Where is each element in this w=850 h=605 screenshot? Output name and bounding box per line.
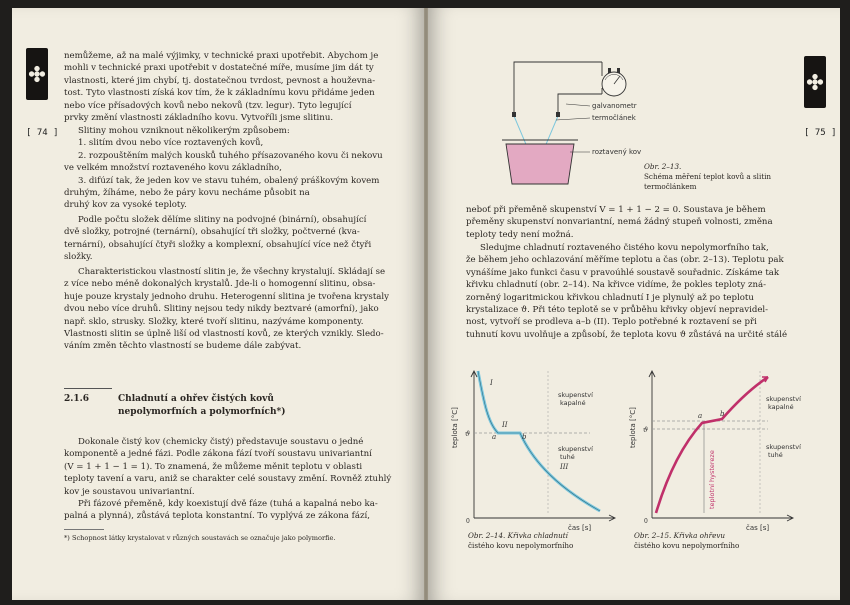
label-melt: roztavený kov [592,148,642,156]
x-axis-label: čas [s] [746,524,770,532]
caption-line: Obr. 2–15. Křivka ohřevu [634,531,726,540]
paragraph-1 [64,50,404,124]
origin-label: 0 [466,518,470,525]
footnote: *) Schopnost látky krystalovat v různých soustavách se označuje jako polymorfie. [64,534,336,542]
text-line: teploty tavení a varu, aniž se charakter celé soustavy změní. Rovněž ztuhlý [64,474,392,485]
text-line: dvě složky, potrojné (ternární), obsahující tři složky, počtverné (kva- [64,227,360,238]
point-b-label: b [522,433,527,441]
page-number: [ 75 ] [804,128,837,138]
text-line: 3. difúzí tak, že jeden kov ve stavu tuhém, obalený práškovým kovem [78,175,380,186]
right-page [428,8,840,600]
figure-13-caption [644,162,771,192]
chapter-tab-icon [804,56,826,108]
text-line: krystalizace ϑ. Při této teplotě se v průběhu křivky objeví nepravidel- [466,305,769,316]
terminal [556,112,560,117]
text-line: neboť při přeměně skupenství V = 1 + 1 − 2 = 0. Soustava je během [466,205,766,215]
text-line: (V = 1 + 1 − 1 = 1). To znamená, že můžeme měnit teplotu v oblasti [64,461,363,472]
text-line: váním změn těchto vlastností se budeme dále zabývat. [64,341,302,352]
point-b-label: b [720,410,725,418]
left-page [12,8,424,600]
paragraph-3 [64,214,404,264]
paragraph-2 [64,125,404,212]
right-paragraph-1 [466,204,806,241]
caption-line: čistého kovu nepolymorfního [634,541,740,550]
section-title-line-2: nepolymorfních a polymorfních*) [118,407,286,417]
text-line: vlastnosti, které jim chybí, tj. dostatečnou tvrdost, pevnost a houževna- [64,75,376,86]
text-line: druhý kov za vysoké teploty. [64,200,187,211]
curve-label-III: III [560,463,569,471]
text-line: z více nebo méně dokonalých krystalů. Jde-li o homogenní slitinu, obsa- [64,279,376,290]
text-line: Slitiny mohou vzniknout několikerým způsobem: [78,126,290,136]
liquid-label-1: skupenství [766,395,801,403]
text-line: nemůžeme, až na malé výjimky, v technické praxi upotřebit. Abychom je [64,51,379,61]
text-line: palná a plynná), zůstává teplota konstantní. To vyplývá ze zákona fází, [64,511,370,522]
section-rule [64,388,112,389]
figure-15-caption [634,531,739,551]
solid-label-1: skupenství [766,443,801,451]
text-line: huje pouze krystaly jednoho druhu. Heterogenní slitina je tvořena krystaly [64,291,390,302]
theta-label: ϑ [643,426,649,434]
liquid-label-2: kapalné [560,399,586,407]
text-line: nebo více přísadových kovů nebo nekovů (tzv. legur). Tyto legující [64,100,352,111]
label-thermocouple: termočlánek [592,114,636,122]
text-line: vynášíme jako funkci času v pravoúhlé soustavě souřadnic. Získáme tak [466,267,780,278]
text-line: např. sklo, strusky. Složky, které tvoří slitinu, nazýváme komponenty. [64,316,364,327]
text-line: Podle počtu složek dělíme slitiny na podvojné (binární), obsahující [78,215,367,225]
liquid-label-2: kapalné [768,403,794,411]
text-line: ternární), obsahující čtyři složky a komplexní, obsahující více než čtyři [64,239,372,250]
text-line: dvou nebo více druhů. Slitiny nejsou tedy nikdy beztvaré (amorfní), jako [64,304,379,315]
text-line: že během jeho ochlazování měříme teplotu a čas (obr. 2–13). Teplotu pak [466,255,784,266]
paragraph-4 [64,266,404,353]
label-galvanometer: galvanometr [592,102,637,110]
footnote-rule [64,529,104,530]
point-a-label: a [698,412,703,420]
solid-label-2: tuhé [560,453,575,461]
text-line: přeměny skupenství nonvariantní, nemá žádný stupeň volnosti, změna [466,217,773,228]
caption-line: termočlánkem [644,182,697,191]
text-line: teploty tedy není možná. [466,229,574,240]
text-line: prvky změní vlastnosti základního kovu. Vytvoříli jsme slitinu. [64,113,334,124]
text-line: zorněný logaritmickou křivkou chladnutí I je plynulý až po teplotu [466,292,754,303]
caption-line: čistého kovu nepolymorfního [468,541,574,550]
figure-heating-curve [628,363,808,533]
text-line: 2. rozpouštěním malých kousků tuhého přísazovaného kovu či nekovu [78,150,383,161]
point-a-label: a [492,433,497,441]
text-line: Vlastnosti slitin se úplně liší od vlastností kovů, ze kterých vznikly. Sledo- [64,329,384,340]
caption-line: Obr. 2–13. [644,162,682,171]
curve-label-II: II [502,421,508,429]
caption-line: Obr. 2–14. Křivka chladnutí [468,531,568,540]
crucible-melt [506,144,574,184]
x-axis-label: čas [s] [568,524,592,532]
text-line: Dokonale čistý kov (chemicky čistý) představuje soustavu o jedné [78,437,364,447]
text-line: nost, vytvoří se prodleva a–b (II). Teplo potřebné k roztavení se při [466,317,757,328]
right-paragraph-2 [466,242,806,341]
chapter-tab-icon [26,48,48,100]
figure-cooling-curve [450,363,630,533]
section-title-line-1: Chladnutí a ohřev čistých kovů [118,394,274,404]
text-line: druhým, žíháme, nebo že páry kovu necháme působit na [64,188,310,199]
caption-line: Schéma měření teplot kovů a slitin [644,172,772,181]
text-line: ve velkém množství roztaveného kovu základního, [64,163,282,174]
text-line: tost. Tyto vlastnosti získá kov tím, že k základnímu kovu přidáme jeden [64,88,375,99]
text-line: složky. [64,252,93,263]
theta-label: ϑ [465,430,471,438]
text-line: tuhnutí kovu uvolňuje a způsobí, že teplota kovu ϑ zůstává na určité stálé [466,329,788,340]
text-line: mohli v technické praxi upotřebit v dostatečné míře, musíme jim dát ty [64,63,374,74]
wires [514,62,602,116]
text-line: Při fázové přeměně, kdy koexistují dvě fáze (tuhá a kapalná nebo ka- [78,499,378,510]
hysteresis-label: teplotní hystereze [708,450,716,509]
text-line: komponentě a jedné fázi. Podle zákona fází tvoří soustavu univariantní [64,449,372,460]
text-line: kov je soustavou univariantní. [64,486,195,497]
liquid-label-1: skupenství [558,391,593,399]
curve-label-I: I [490,379,493,387]
text-line: křivku chladnutí (obr. 2–14). Na křivce vidíme, že pokles teploty zná- [466,280,767,291]
y-axis-label: teplota [°C] [451,407,459,448]
text-line: Charakteristickou vlastností slitin je, že všechny krystalují. Skládají se [78,267,386,277]
section-number: 2.1.6 [64,394,90,404]
paragraph-5 [64,436,404,523]
origin-label: 0 [644,518,648,525]
terminal [512,112,516,117]
text-line: 1. slitím dvou nebo více roztavených kovů, [78,138,264,149]
y-axis-label: teplota [°C] [629,407,637,448]
solid-label-1: skupenství [558,445,593,453]
solid-label-2: tuhé [768,451,783,459]
page-number: [ 74 ] [26,128,59,138]
figure-14-caption [468,531,573,551]
galvanometer-icon [602,68,626,96]
axes [471,371,615,521]
text-line: Sledujme chladnutí roztaveného čistého kovu nepolymorfního tak, [480,243,769,253]
